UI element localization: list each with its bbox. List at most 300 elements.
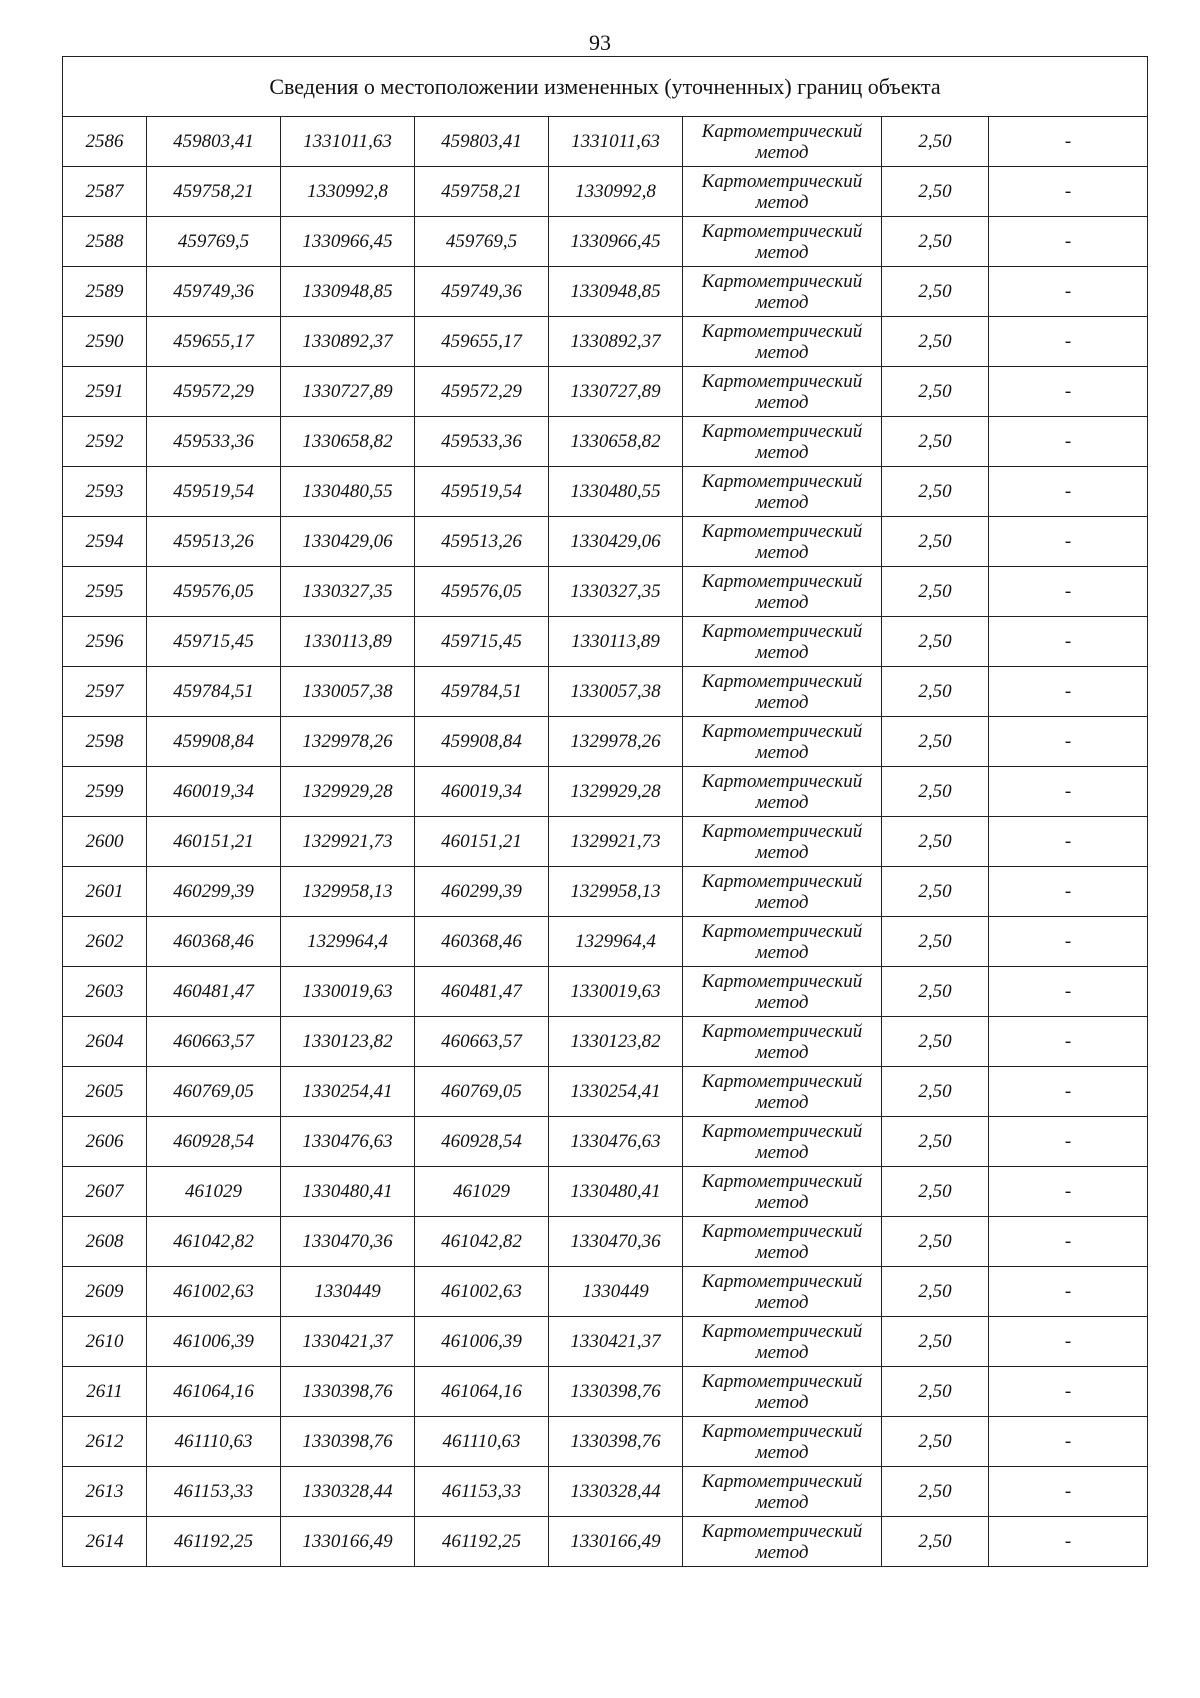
accuracy-cell: 2,50 <box>882 367 989 417</box>
y-refined-cell: 1330123,82 <box>549 1017 683 1067</box>
point-number-cell: 2604 <box>63 1017 147 1067</box>
method-line-2: метод <box>755 741 809 763</box>
point-number-cell: 2607 <box>63 1167 147 1217</box>
y-refined-cell: 1330449 <box>549 1267 683 1317</box>
accuracy-cell: 2,50 <box>882 267 989 317</box>
x-existing-cell: 459715,45 <box>147 617 281 667</box>
method-line-2: метод <box>755 841 809 863</box>
method-cell <box>683 1017 882 1067</box>
table-row <box>63 1517 1148 1567</box>
method-cell <box>683 467 882 517</box>
description-cell: - <box>989 1017 1148 1067</box>
accuracy-cell: 2,50 <box>882 667 989 717</box>
x-existing-cell: 459769,5 <box>147 217 281 267</box>
method-line-1: Картометрический <box>701 470 863 492</box>
method-line-1: Картометрический <box>701 520 863 542</box>
table-row <box>63 967 1148 1017</box>
x-existing-cell: 459572,29 <box>147 367 281 417</box>
method-line-1: Картометрический <box>701 870 863 892</box>
y-existing-cell: 1330948,85 <box>281 267 415 317</box>
y-refined-cell: 1330992,8 <box>549 167 683 217</box>
method-line-1: Картометрический <box>701 820 863 842</box>
x-refined-cell: 460368,46 <box>415 917 549 967</box>
method-line-2: метод <box>755 441 809 463</box>
method-line-2: метод <box>755 1491 809 1513</box>
point-number-cell: 2599 <box>63 767 147 817</box>
method-cell <box>683 1067 882 1117</box>
point-number-cell: 2589 <box>63 267 147 317</box>
x-refined-cell: 461029 <box>415 1167 549 1217</box>
y-existing-cell: 1330166,49 <box>281 1517 415 1567</box>
description-cell: - <box>989 567 1148 617</box>
y-refined-cell: 1330254,41 <box>549 1067 683 1117</box>
point-number-cell: 2605 <box>63 1067 147 1117</box>
method-line-2: метод <box>755 941 809 963</box>
x-refined-cell: 460299,39 <box>415 867 549 917</box>
description-cell: - <box>989 117 1148 167</box>
y-existing-cell: 1330421,37 <box>281 1317 415 1367</box>
description-cell: - <box>989 1267 1148 1317</box>
x-existing-cell: 459803,41 <box>147 117 281 167</box>
y-existing-cell: 1330470,36 <box>281 1217 415 1267</box>
description-cell: - <box>989 1517 1148 1567</box>
x-existing-cell: 459908,84 <box>147 717 281 767</box>
accuracy-cell: 2,50 <box>882 1317 989 1367</box>
x-refined-cell: 460663,57 <box>415 1017 549 1067</box>
method-line-1: Картометрический <box>701 570 863 592</box>
method-cell <box>683 967 882 1017</box>
table-row <box>63 517 1148 567</box>
x-existing-cell: 461002,63 <box>147 1267 281 1317</box>
y-refined-cell: 1330421,37 <box>549 1317 683 1367</box>
description-cell: - <box>989 517 1148 567</box>
x-refined-cell: 460769,05 <box>415 1067 549 1117</box>
x-existing-cell: 461153,33 <box>147 1467 281 1517</box>
x-refined-cell: 460151,21 <box>415 817 549 867</box>
method-cell <box>683 417 882 467</box>
description-cell: - <box>989 617 1148 667</box>
x-existing-cell: 459519,54 <box>147 467 281 517</box>
x-refined-cell: 461110,63 <box>415 1417 549 1467</box>
y-refined-cell: 1330019,63 <box>549 967 683 1017</box>
point-number-cell: 2598 <box>63 717 147 767</box>
point-number-cell: 2614 <box>63 1517 147 1567</box>
method-line-1: Картометрический <box>701 1420 863 1442</box>
method-line-1: Картометрический <box>701 720 863 742</box>
method-cell <box>683 1517 882 1567</box>
y-existing-cell: 1329958,13 <box>281 867 415 917</box>
accuracy-cell: 2,50 <box>882 1167 989 1217</box>
x-existing-cell: 460928,54 <box>147 1117 281 1167</box>
method-line-2: метод <box>755 1441 809 1463</box>
accuracy-cell: 2,50 <box>882 1517 989 1567</box>
method-line-1: Картометрический <box>701 420 863 442</box>
method-line-2: метод <box>755 1091 809 1113</box>
x-refined-cell: 459908,84 <box>415 717 549 767</box>
y-refined-cell: 1330966,45 <box>549 217 683 267</box>
y-refined-cell: 1330948,85 <box>549 267 683 317</box>
method-line-1: Картометрический <box>701 1170 863 1192</box>
point-number-cell: 2611 <box>63 1367 147 1417</box>
accuracy-cell: 2,50 <box>882 1417 989 1467</box>
description-cell: - <box>989 417 1148 467</box>
method-line-2: метод <box>755 891 809 913</box>
point-number-cell: 2606 <box>63 1117 147 1167</box>
table-row <box>63 167 1148 217</box>
accuracy-cell: 2,50 <box>882 867 989 917</box>
point-number-cell: 2586 <box>63 117 147 167</box>
method-line-1: Картометрический <box>701 320 863 342</box>
table-row <box>63 1067 1148 1117</box>
table-row <box>63 1217 1148 1267</box>
description-cell: - <box>989 1217 1148 1267</box>
accuracy-cell: 2,50 <box>882 217 989 267</box>
point-number-cell: 2587 <box>63 167 147 217</box>
accuracy-cell: 2,50 <box>882 1067 989 1117</box>
method-line-2: метод <box>755 1191 809 1213</box>
y-existing-cell: 1330476,63 <box>281 1117 415 1167</box>
y-existing-cell: 1330429,06 <box>281 517 415 567</box>
y-refined-cell: 1330658,82 <box>549 417 683 467</box>
table-body <box>63 57 1148 1567</box>
table-row <box>63 1167 1148 1217</box>
description-cell: - <box>989 167 1148 217</box>
x-existing-cell: 460481,47 <box>147 967 281 1017</box>
description-cell: - <box>989 717 1148 767</box>
description-cell: - <box>989 1167 1148 1217</box>
description-cell: - <box>989 817 1148 867</box>
method-line-2: метод <box>755 341 809 363</box>
y-refined-cell: 1330892,37 <box>549 317 683 367</box>
y-existing-cell: 1330992,8 <box>281 167 415 217</box>
y-existing-cell: 1331011,63 <box>281 117 415 167</box>
table-row <box>63 667 1148 717</box>
table-row <box>63 467 1148 517</box>
accuracy-cell: 2,50 <box>882 1217 989 1267</box>
x-refined-cell: 459749,36 <box>415 267 549 317</box>
table-row <box>63 1467 1148 1517</box>
point-number-cell: 2609 <box>63 1267 147 1317</box>
method-cell <box>683 1167 882 1217</box>
table-title: Сведения о местоположении измененных (уточненных) границ объекта <box>63 57 1148 117</box>
method-line-2: метод <box>755 1391 809 1413</box>
x-refined-cell: 461042,82 <box>415 1217 549 1267</box>
description-cell: - <box>989 967 1148 1017</box>
method-line-2: метод <box>755 1341 809 1363</box>
point-number-cell: 2592 <box>63 417 147 467</box>
method-line-2: метод <box>755 641 809 663</box>
method-line-2: метод <box>755 141 809 163</box>
y-existing-cell: 1330449 <box>281 1267 415 1317</box>
description-cell: - <box>989 767 1148 817</box>
table-row <box>63 317 1148 367</box>
accuracy-cell: 2,50 <box>882 1367 989 1417</box>
method-cell <box>683 567 882 617</box>
y-existing-cell: 1330966,45 <box>281 217 415 267</box>
method-line-1: Картометрический <box>701 120 863 142</box>
accuracy-cell: 2,50 <box>882 817 989 867</box>
table-row <box>63 217 1148 267</box>
point-number-cell: 2588 <box>63 217 147 267</box>
method-line-1: Картометрический <box>701 370 863 392</box>
method-cell <box>683 1267 882 1317</box>
method-line-1: Картометрический <box>701 1270 863 1292</box>
method-cell <box>683 1317 882 1367</box>
accuracy-cell: 2,50 <box>882 567 989 617</box>
method-cell <box>683 667 882 717</box>
table-row <box>63 817 1148 867</box>
table-row <box>63 1367 1148 1417</box>
y-refined-cell: 1330470,36 <box>549 1217 683 1267</box>
method-line-1: Картометрический <box>701 220 863 242</box>
x-existing-cell: 460663,57 <box>147 1017 281 1067</box>
method-cell <box>683 217 882 267</box>
table-row <box>63 1317 1148 1367</box>
accuracy-cell: 2,50 <box>882 1467 989 1517</box>
y-refined-cell: 1330328,44 <box>549 1467 683 1517</box>
method-line-1: Картометрический <box>701 170 863 192</box>
table-row <box>63 1417 1148 1467</box>
method-line-1: Картометрический <box>701 770 863 792</box>
y-refined-cell: 1330113,89 <box>549 617 683 667</box>
x-existing-cell: 461110,63 <box>147 1417 281 1467</box>
x-existing-cell: 460769,05 <box>147 1067 281 1117</box>
description-cell: - <box>989 1067 1148 1117</box>
y-existing-cell: 1330113,89 <box>281 617 415 667</box>
x-refined-cell: 459784,51 <box>415 667 549 717</box>
point-number-cell: 2595 <box>63 567 147 617</box>
point-number-cell: 2610 <box>63 1317 147 1367</box>
description-cell: - <box>989 1367 1148 1417</box>
table-row <box>63 117 1148 167</box>
description-cell: - <box>989 1317 1148 1367</box>
x-refined-cell: 459513,26 <box>415 517 549 567</box>
accuracy-cell: 2,50 <box>882 1117 989 1167</box>
method-line-2: метод <box>755 191 809 213</box>
method-line-2: метод <box>755 241 809 263</box>
method-cell <box>683 867 882 917</box>
method-line-1: Картометрический <box>701 1520 863 1542</box>
x-refined-cell: 459715,45 <box>415 617 549 667</box>
accuracy-cell: 2,50 <box>882 917 989 967</box>
y-existing-cell: 1330727,89 <box>281 367 415 417</box>
description-cell: - <box>989 917 1148 967</box>
point-number-cell: 2608 <box>63 1217 147 1267</box>
method-line-2: метод <box>755 291 809 313</box>
point-number-cell: 2596 <box>63 617 147 667</box>
x-refined-cell: 459769,5 <box>415 217 549 267</box>
y-refined-cell: 1331011,63 <box>549 117 683 167</box>
y-existing-cell: 1329978,26 <box>281 717 415 767</box>
x-existing-cell: 459513,26 <box>147 517 281 567</box>
accuracy-cell: 2,50 <box>882 717 989 767</box>
x-existing-cell: 459533,36 <box>147 417 281 467</box>
y-existing-cell: 1330892,37 <box>281 317 415 367</box>
point-number-cell: 2602 <box>63 917 147 967</box>
description-cell: - <box>989 867 1148 917</box>
table-row <box>63 1117 1148 1167</box>
method-line-1: Картометрический <box>701 1470 863 1492</box>
y-existing-cell: 1330328,44 <box>281 1467 415 1517</box>
accuracy-cell: 2,50 <box>882 167 989 217</box>
x-existing-cell: 459576,05 <box>147 567 281 617</box>
table-row <box>63 1267 1148 1317</box>
point-number-cell: 2613 <box>63 1467 147 1517</box>
point-number-cell: 2612 <box>63 1417 147 1467</box>
x-refined-cell: 460928,54 <box>415 1117 549 1167</box>
y-refined-cell: 1330166,49 <box>549 1517 683 1567</box>
y-existing-cell: 1330057,38 <box>281 667 415 717</box>
x-existing-cell: 461064,16 <box>147 1367 281 1417</box>
method-line-1: Картометрический <box>701 1120 863 1142</box>
table-row <box>63 417 1148 467</box>
x-refined-cell: 461064,16 <box>415 1367 549 1417</box>
description-cell: - <box>989 367 1148 417</box>
x-refined-cell: 459519,54 <box>415 467 549 517</box>
x-refined-cell: 460019,34 <box>415 767 549 817</box>
description-cell: - <box>989 1117 1148 1167</box>
method-cell <box>683 1217 882 1267</box>
method-line-2: метод <box>755 1241 809 1263</box>
y-existing-cell: 1329964,4 <box>281 917 415 967</box>
x-existing-cell: 459655,17 <box>147 317 281 367</box>
method-cell <box>683 767 882 817</box>
table-row <box>63 367 1148 417</box>
method-line-2: метод <box>755 991 809 1013</box>
method-line-1: Картометрический <box>701 1220 863 1242</box>
y-existing-cell: 1330658,82 <box>281 417 415 467</box>
description-cell: - <box>989 217 1148 267</box>
x-refined-cell: 460481,47 <box>415 967 549 1017</box>
description-cell: - <box>989 467 1148 517</box>
table-row <box>63 1017 1148 1067</box>
x-existing-cell: 461029 <box>147 1167 281 1217</box>
y-existing-cell: 1329929,28 <box>281 767 415 817</box>
method-cell <box>683 717 882 767</box>
coordinates-table <box>62 56 1148 1567</box>
y-existing-cell: 1330123,82 <box>281 1017 415 1067</box>
method-cell <box>683 917 882 967</box>
method-cell <box>683 817 882 867</box>
method-line-2: метод <box>755 791 809 813</box>
y-existing-cell: 1330480,55 <box>281 467 415 517</box>
table-row <box>63 717 1148 767</box>
table-row <box>63 567 1148 617</box>
method-cell <box>683 1467 882 1517</box>
method-line-2: метод <box>755 1141 809 1163</box>
method-line-1: Картометрический <box>701 620 863 642</box>
method-line-2: метод <box>755 541 809 563</box>
method-cell <box>683 617 882 667</box>
y-refined-cell: 1329921,73 <box>549 817 683 867</box>
method-line-1: Картометрический <box>701 970 863 992</box>
x-existing-cell: 461192,25 <box>147 1517 281 1567</box>
y-refined-cell: 1330727,89 <box>549 367 683 417</box>
x-refined-cell: 461192,25 <box>415 1517 549 1567</box>
x-existing-cell: 460151,21 <box>147 817 281 867</box>
method-line-2: метод <box>755 591 809 613</box>
method-cell <box>683 517 882 567</box>
x-existing-cell: 459749,36 <box>147 267 281 317</box>
table-title-row <box>63 57 1148 117</box>
point-number-cell: 2603 <box>63 967 147 1017</box>
point-number-cell: 2591 <box>63 367 147 417</box>
method-cell <box>683 317 882 367</box>
x-refined-cell: 459758,21 <box>415 167 549 217</box>
method-line-2: метод <box>755 1041 809 1063</box>
table-row <box>63 617 1148 667</box>
accuracy-cell: 2,50 <box>882 117 989 167</box>
point-number-cell: 2597 <box>63 667 147 717</box>
method-line-1: Картометрический <box>701 1320 863 1342</box>
x-refined-cell: 459655,17 <box>415 317 549 367</box>
x-existing-cell: 460368,46 <box>147 917 281 967</box>
x-refined-cell: 459576,05 <box>415 567 549 617</box>
point-number-cell: 2601 <box>63 867 147 917</box>
description-cell: - <box>989 667 1148 717</box>
y-refined-cell: 1330429,06 <box>549 517 683 567</box>
description-cell: - <box>989 267 1148 317</box>
y-refined-cell: 1330480,55 <box>549 467 683 517</box>
x-existing-cell: 461042,82 <box>147 1217 281 1267</box>
accuracy-cell: 2,50 <box>882 617 989 667</box>
method-line-1: Картометрический <box>701 670 863 692</box>
y-existing-cell: 1330327,35 <box>281 567 415 617</box>
y-refined-cell: 1329929,28 <box>549 767 683 817</box>
point-number-cell: 2590 <box>63 317 147 367</box>
x-refined-cell: 461006,39 <box>415 1317 549 1367</box>
table-row <box>63 867 1148 917</box>
accuracy-cell: 2,50 <box>882 417 989 467</box>
method-line-2: метод <box>755 1541 809 1563</box>
accuracy-cell: 2,50 <box>882 467 989 517</box>
x-refined-cell: 459803,41 <box>415 117 549 167</box>
y-refined-cell: 1330480,41 <box>549 1167 683 1217</box>
x-existing-cell: 460299,39 <box>147 867 281 917</box>
point-number-cell: 2593 <box>63 467 147 517</box>
y-existing-cell: 1329921,73 <box>281 817 415 867</box>
point-number-cell: 2600 <box>63 817 147 867</box>
y-existing-cell: 1330398,76 <box>281 1367 415 1417</box>
y-refined-cell: 1329964,4 <box>549 917 683 967</box>
method-cell <box>683 1117 882 1167</box>
table-row <box>63 267 1148 317</box>
x-existing-cell: 459784,51 <box>147 667 281 717</box>
method-line-1: Картометрический <box>701 270 863 292</box>
method-line-2: метод <box>755 391 809 413</box>
y-existing-cell: 1330480,41 <box>281 1167 415 1217</box>
table-row <box>63 767 1148 817</box>
y-refined-cell: 1330476,63 <box>549 1117 683 1167</box>
method-line-1: Картометрический <box>701 1070 863 1092</box>
x-refined-cell: 459533,36 <box>415 417 549 467</box>
x-refined-cell: 461153,33 <box>415 1467 549 1517</box>
method-line-2: метод <box>755 691 809 713</box>
y-refined-cell: 1329958,13 <box>549 867 683 917</box>
method-cell <box>683 1417 882 1467</box>
y-refined-cell: 1330057,38 <box>549 667 683 717</box>
accuracy-cell: 2,50 <box>882 1017 989 1067</box>
y-refined-cell: 1329978,26 <box>549 717 683 767</box>
x-existing-cell: 460019,34 <box>147 767 281 817</box>
x-refined-cell: 459572,29 <box>415 367 549 417</box>
method-line-1: Картометрический <box>701 1020 863 1042</box>
x-refined-cell: 461002,63 <box>415 1267 549 1317</box>
method-line-2: метод <box>755 1291 809 1313</box>
y-existing-cell: 1330254,41 <box>281 1067 415 1117</box>
description-cell: - <box>989 1467 1148 1517</box>
method-line-1: Картометрический <box>701 1370 863 1392</box>
